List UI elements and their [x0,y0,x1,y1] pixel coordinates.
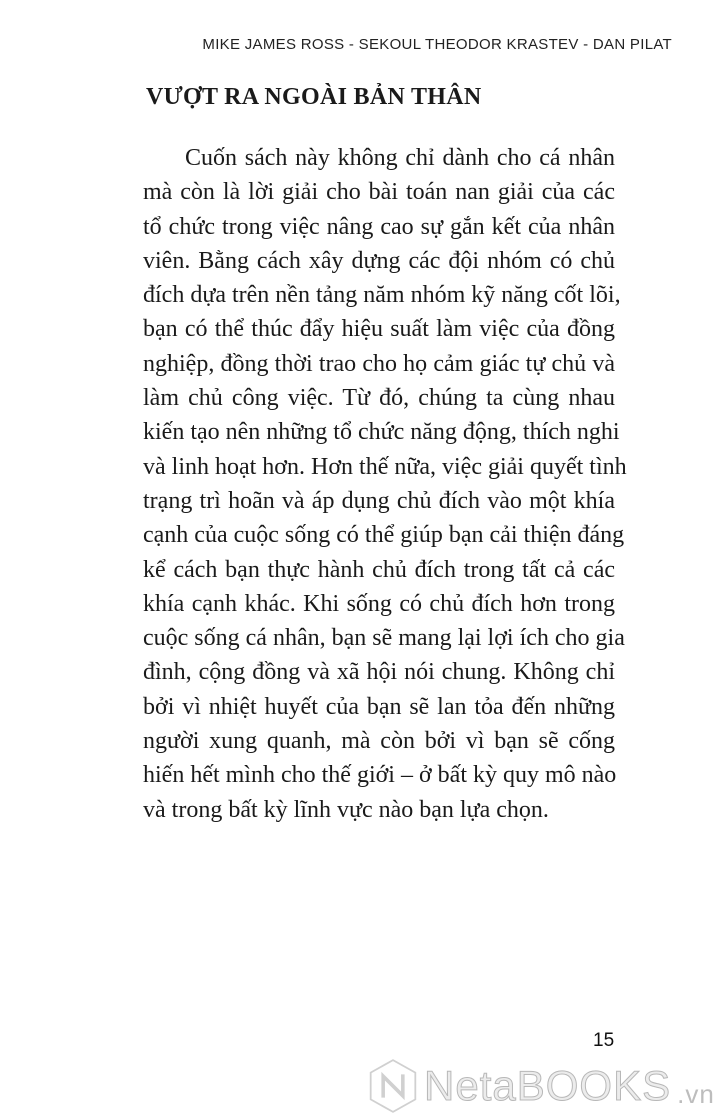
body-line: trạng trì hoãn và áp dụng chủ đích vào một khía [143,487,615,514]
body-line: tổ chức trong việc nâng cao sự gắn kết của nhân [143,213,615,240]
body-line: người xung quanh, mà còn bởi vì bạn sẽ cống [143,728,615,755]
body-line: và linh hoạt hơn. Hơn thế nữa, việc giải quyết tình [143,453,627,480]
body-line: cạnh của cuộc sống có thể giúp bạn cải thiện đáng [143,522,625,549]
body-paragraph [143,141,627,827]
page-number: 15 [593,1030,615,1051]
netabooks-logo-icon [368,1058,418,1114]
watermark-brand: NetaBOOKS [424,1062,672,1109]
body-line: Cuốn sách này không chỉ dành cho cá nhân [185,145,615,171]
body-line: đích dựa trên nền tảng năm nhóm kỹ năng cốt lõi, [143,282,621,309]
body-line: kiến tạo nên những tổ chức năng động, thích nghi [143,419,620,446]
body-line: làm chủ công việc. Từ đó, chúng ta cùng nhau [143,385,615,412]
running-head: MIKE JAMES ROSS - SEKOUL THEODOR KRASTEV - DAN PILAT [202,36,672,53]
watermark-suffix: .vn [677,1079,715,1109]
body-line: bởi vì nhiệt huyết của bạn sẽ lan tỏa đến những [143,693,615,720]
body-line: viên. Bằng cách xây dựng các đội nhóm có chủ [143,247,615,274]
body-line: và trong bất kỳ lĩnh vực nào bạn lựa chọn. [143,796,549,823]
body-line: kể cách bạn thực hành chủ đích trong tất cả các [143,556,615,583]
body-line: hiến hết mình cho thế giới – ở bất kỳ quy mô nào [143,762,617,789]
body-line: đình, cộng đồng và xã hội nói chung. Không chỉ [143,659,615,686]
body-line: khía cạnh khác. Khi sống có chủ đích hơn trong [143,590,615,617]
section-title: VƯỢT RA NGOÀI BẢN THÂN [146,84,482,110]
body-line: bạn có thể thúc đẩy hiệu suất làm việc của đồng [143,316,615,343]
body-line: cuộc sống cá nhân, bạn sẽ mang lại lợi ích cho gia [143,625,625,652]
body-line: mà còn là lời giải cho bài toán nan giải của các [143,179,615,206]
body-line: nghiệp, đồng thời trao cho họ cảm giác tự chủ và [143,350,615,377]
watermark [368,1058,715,1114]
